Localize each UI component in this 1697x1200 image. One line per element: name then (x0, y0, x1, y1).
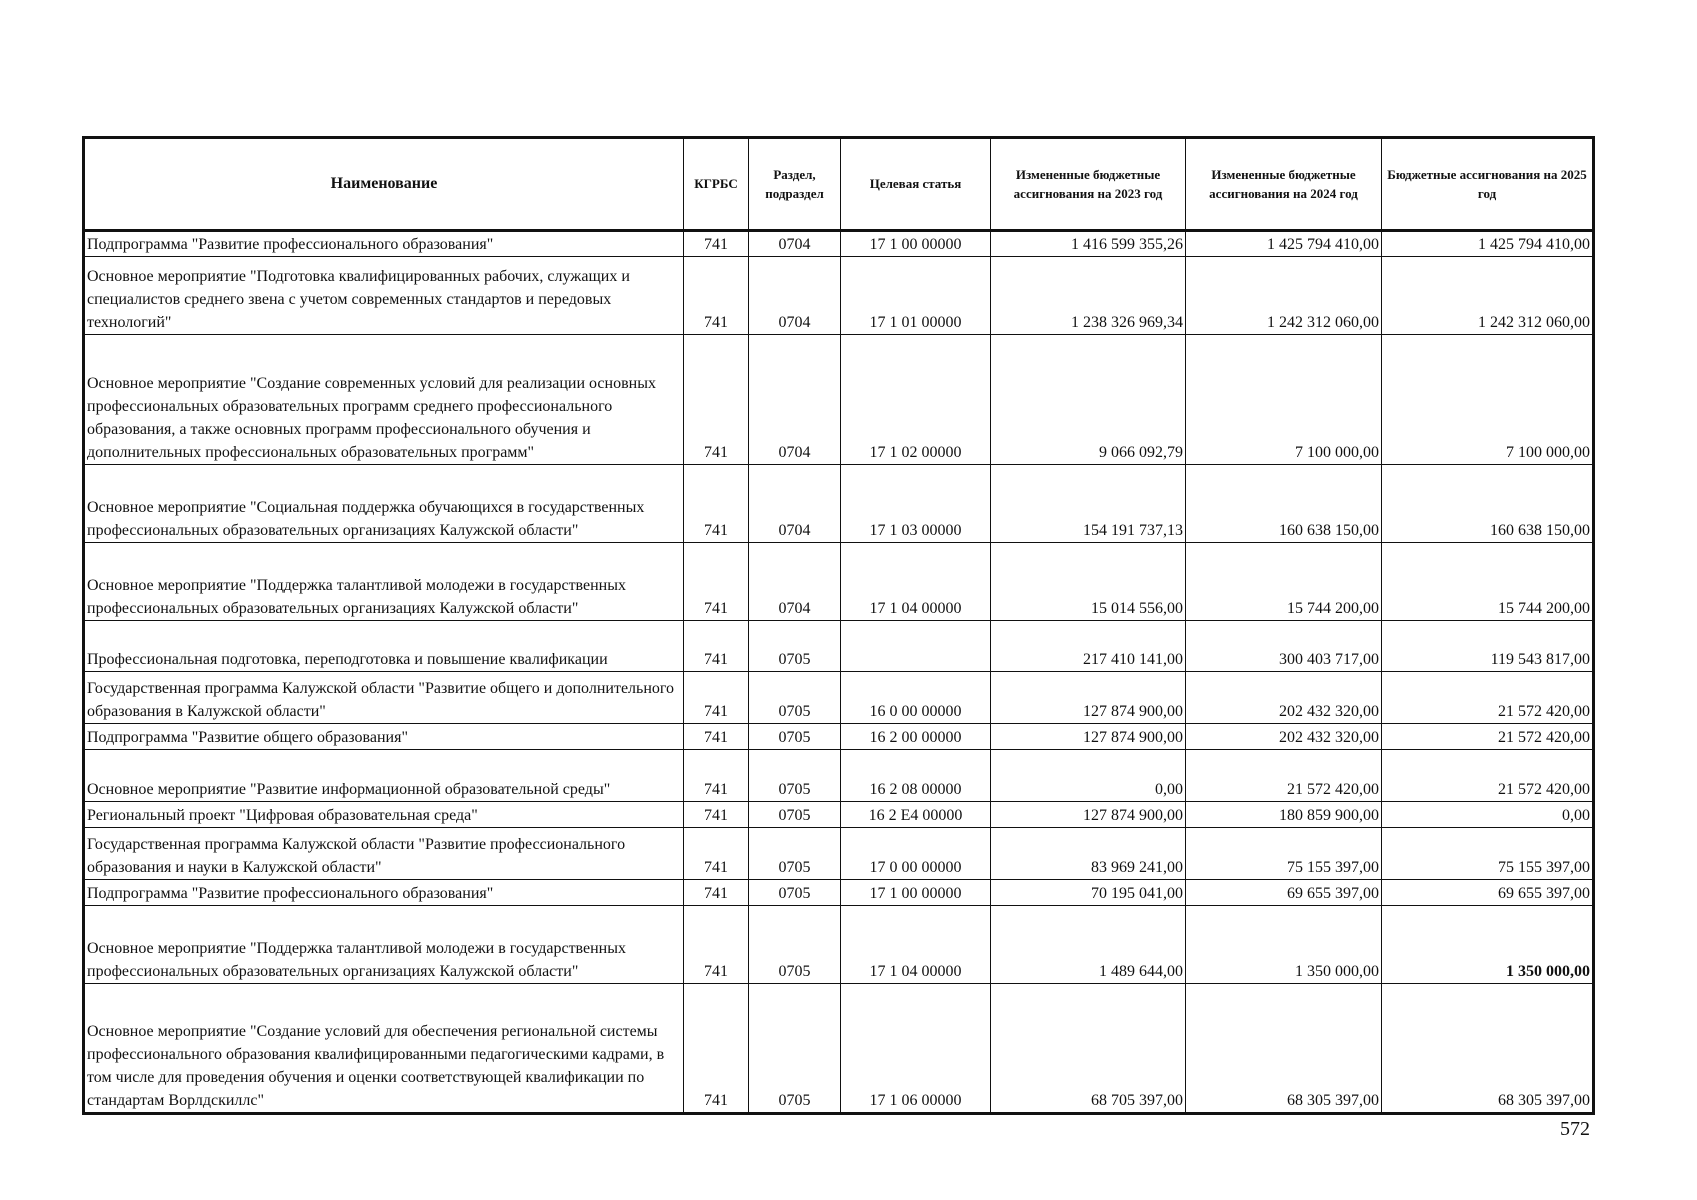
row-kgrbs: 741 (684, 257, 749, 335)
row-amount-2025: 1 425 794 410,00 (1382, 231, 1594, 257)
table-row (84, 621, 1594, 672)
row-target-article: 17 1 02 00000 (841, 335, 991, 465)
row-kgrbs: 741 (684, 750, 749, 802)
row-amount-2023: 127 874 900,00 (991, 672, 1186, 724)
header-name: Наименование (84, 138, 684, 231)
row-name: Государственная программа Калужской области "Развитие общего и дополнительного образования в Калужской области" (84, 672, 684, 724)
row-target-article (841, 621, 991, 672)
row-section: 0705 (749, 621, 841, 672)
row-amount-2025: 7 100 000,00 (1382, 335, 1594, 465)
row-name: Основное мероприятие "Поддержка талантливой молодежи в государственных профессиональных образовательных организациях Калужской области" (84, 543, 684, 621)
row-amount-2024: 202 432 320,00 (1186, 724, 1382, 750)
table-row (84, 984, 1594, 1114)
row-name: Подпрограмма "Развитие профессионального образования" (84, 880, 684, 906)
row-amount-2024: 21 572 420,00 (1186, 750, 1382, 802)
row-amount-2023: 1 416 599 355,26 (991, 231, 1186, 257)
row-amount-2024: 68 305 397,00 (1186, 984, 1382, 1114)
row-amount-2024: 160 638 150,00 (1186, 465, 1382, 543)
row-target-article: 17 1 00 00000 (841, 231, 991, 257)
row-amount-2023: 1 238 326 969,34 (991, 257, 1186, 335)
row-amount-2024: 1 425 794 410,00 (1186, 231, 1382, 257)
header-budget-2025: Бюджетные ассигнования на 2025 год (1382, 138, 1594, 231)
row-target-article: 17 1 06 00000 (841, 984, 991, 1114)
row-amount-2024: 202 432 320,00 (1186, 672, 1382, 724)
row-amount-2025: 160 638 150,00 (1382, 465, 1594, 543)
row-amount-2023: 9 066 092,79 (991, 335, 1186, 465)
row-amount-2024: 69 655 397,00 (1186, 880, 1382, 906)
row-kgrbs: 741 (684, 465, 749, 543)
table-row (84, 672, 1594, 724)
table-row (84, 231, 1594, 257)
row-amount-2024: 1 350 000,00 (1186, 906, 1382, 984)
row-kgrbs: 741 (684, 724, 749, 750)
table-row (84, 335, 1594, 465)
row-amount-2024: 180 859 900,00 (1186, 802, 1382, 828)
row-amount-2023: 70 195 041,00 (991, 880, 1186, 906)
row-kgrbs: 741 (684, 543, 749, 621)
table-row (84, 828, 1594, 880)
row-name: Основное мероприятие "Подготовка квалифицированных рабочих, служащих и специалистов среднего звена с учетом современных стандартов и передовых технологий" (84, 257, 684, 335)
row-target-article: 17 1 04 00000 (841, 543, 991, 621)
row-section: 0704 (749, 465, 841, 543)
row-section: 0705 (749, 750, 841, 802)
row-amount-2025: 68 305 397,00 (1382, 984, 1594, 1114)
row-amount-2023: 127 874 900,00 (991, 802, 1186, 828)
row-kgrbs: 741 (684, 906, 749, 984)
row-name: Основное мероприятие "Создание условий для обеспечения региональной системы профессионального образования квалифицированными педагогическими кадрами, в том числе для проведения обучения и оценки соответствующей квалификации по стандартам Ворлдскиллс" (84, 984, 684, 1114)
table-row (84, 724, 1594, 750)
row-amount-2025: 21 572 420,00 (1382, 750, 1594, 802)
row-section: 0705 (749, 802, 841, 828)
table-row (84, 880, 1594, 906)
row-amount-2025: 15 744 200,00 (1382, 543, 1594, 621)
row-amount-2023: 154 191 737,13 (991, 465, 1186, 543)
row-amount-2024: 15 744 200,00 (1186, 543, 1382, 621)
row-kgrbs: 741 (684, 984, 749, 1114)
header-budget-2024: Измененные бюджетные ассигнования на 2024 год (1186, 138, 1382, 231)
page-number: 572 (1560, 1118, 1590, 1140)
row-section: 0704 (749, 335, 841, 465)
row-name: Профессиональная подготовка, переподготовка и повышение квалификации (84, 621, 684, 672)
row-section: 0705 (749, 984, 841, 1114)
row-amount-2024: 75 155 397,00 (1186, 828, 1382, 880)
row-amount-2025: 21 572 420,00 (1382, 672, 1594, 724)
row-section: 0705 (749, 906, 841, 984)
table-row (84, 465, 1594, 543)
row-amount-2023: 217 410 141,00 (991, 621, 1186, 672)
row-amount-2025: 75 155 397,00 (1382, 828, 1594, 880)
row-amount-2023: 15 014 556,00 (991, 543, 1186, 621)
row-amount-2024: 300 403 717,00 (1186, 621, 1382, 672)
row-amount-2025: 1 242 312 060,00 (1382, 257, 1594, 335)
row-target-article: 17 1 03 00000 (841, 465, 991, 543)
row-target-article: 17 0 00 00000 (841, 828, 991, 880)
table-header-row (84, 138, 1594, 231)
row-target-article: 17 1 00 00000 (841, 880, 991, 906)
row-kgrbs: 741 (684, 802, 749, 828)
row-kgrbs: 741 (684, 335, 749, 465)
row-amount-2025: 119 543 817,00 (1382, 621, 1594, 672)
row-name: Основное мероприятие "Поддержка талантливой молодежи в государственных профессиональных образовательных организациях Калужской области" (84, 906, 684, 984)
header-budget-2023: Измененные бюджетные ассигнования на 2023 год (991, 138, 1186, 231)
row-amount-2023: 1 489 644,00 (991, 906, 1186, 984)
row-kgrbs: 741 (684, 880, 749, 906)
header-kgrbs: КГРБС (684, 138, 749, 231)
row-kgrbs: 741 (684, 231, 749, 257)
row-section: 0705 (749, 672, 841, 724)
row-target-article: 16 2 08 00000 (841, 750, 991, 802)
row-amount-2025: 21 572 420,00 (1382, 724, 1594, 750)
row-target-article: 16 2 00 00000 (841, 724, 991, 750)
table-row (84, 906, 1594, 984)
header-section: Раздел, подраздел (749, 138, 841, 231)
row-section: 0704 (749, 543, 841, 621)
row-name: Основное мероприятие "Социальная поддержка обучающихся в государственных профессиональных образовательных организациях Калужской области" (84, 465, 684, 543)
row-amount-2023: 83 969 241,00 (991, 828, 1186, 880)
row-section: 0705 (749, 724, 841, 750)
row-section: 0704 (749, 257, 841, 335)
row-target-article: 17 1 04 00000 (841, 906, 991, 984)
row-amount-2025: 1 350 000,00 (1382, 906, 1594, 984)
row-amount-2025: 0,00 (1382, 802, 1594, 828)
table-row (84, 543, 1594, 621)
row-name: Основное мероприятие "Развитие информационной образовательной среды" (84, 750, 684, 802)
row-section: 0705 (749, 828, 841, 880)
row-name: Подпрограмма "Развитие профессионального образования" (84, 231, 684, 257)
row-amount-2023: 127 874 900,00 (991, 724, 1186, 750)
row-amount-2023: 68 705 397,00 (991, 984, 1186, 1114)
row-kgrbs: 741 (684, 621, 749, 672)
row-amount-2024: 1 242 312 060,00 (1186, 257, 1382, 335)
row-target-article: 16 2 E4 00000 (841, 802, 991, 828)
row-section: 0705 (749, 880, 841, 906)
row-amount-2024: 7 100 000,00 (1186, 335, 1382, 465)
row-name: Основное мероприятие "Создание современных условий для реализации основных профессиональных образовательных программ среднего профессионального образования, а также основных программ профессионального обучения и дополнительных профессиональных образовательных программ" (84, 335, 684, 465)
row-name: Подпрограмма "Развитие общего образования" (84, 724, 684, 750)
row-section: 0704 (749, 231, 841, 257)
row-name: Государственная программа Калужской области "Развитие профессионального образования и науки в Калужской области" (84, 828, 684, 880)
budget-table (82, 136, 1595, 1115)
row-kgrbs: 741 (684, 672, 749, 724)
row-target-article: 16 0 00 00000 (841, 672, 991, 724)
budget-sheet (82, 136, 1595, 1115)
row-name: Региональный проект "Цифровая образовательная среда" (84, 802, 684, 828)
row-kgrbs: 741 (684, 828, 749, 880)
row-target-article: 17 1 01 00000 (841, 257, 991, 335)
row-amount-2025: 69 655 397,00 (1382, 880, 1594, 906)
table-row (84, 750, 1594, 802)
row-amount-2023: 0,00 (991, 750, 1186, 802)
table-row (84, 802, 1594, 828)
table-row (84, 257, 1594, 335)
header-target-article: Целевая статья (841, 138, 991, 231)
